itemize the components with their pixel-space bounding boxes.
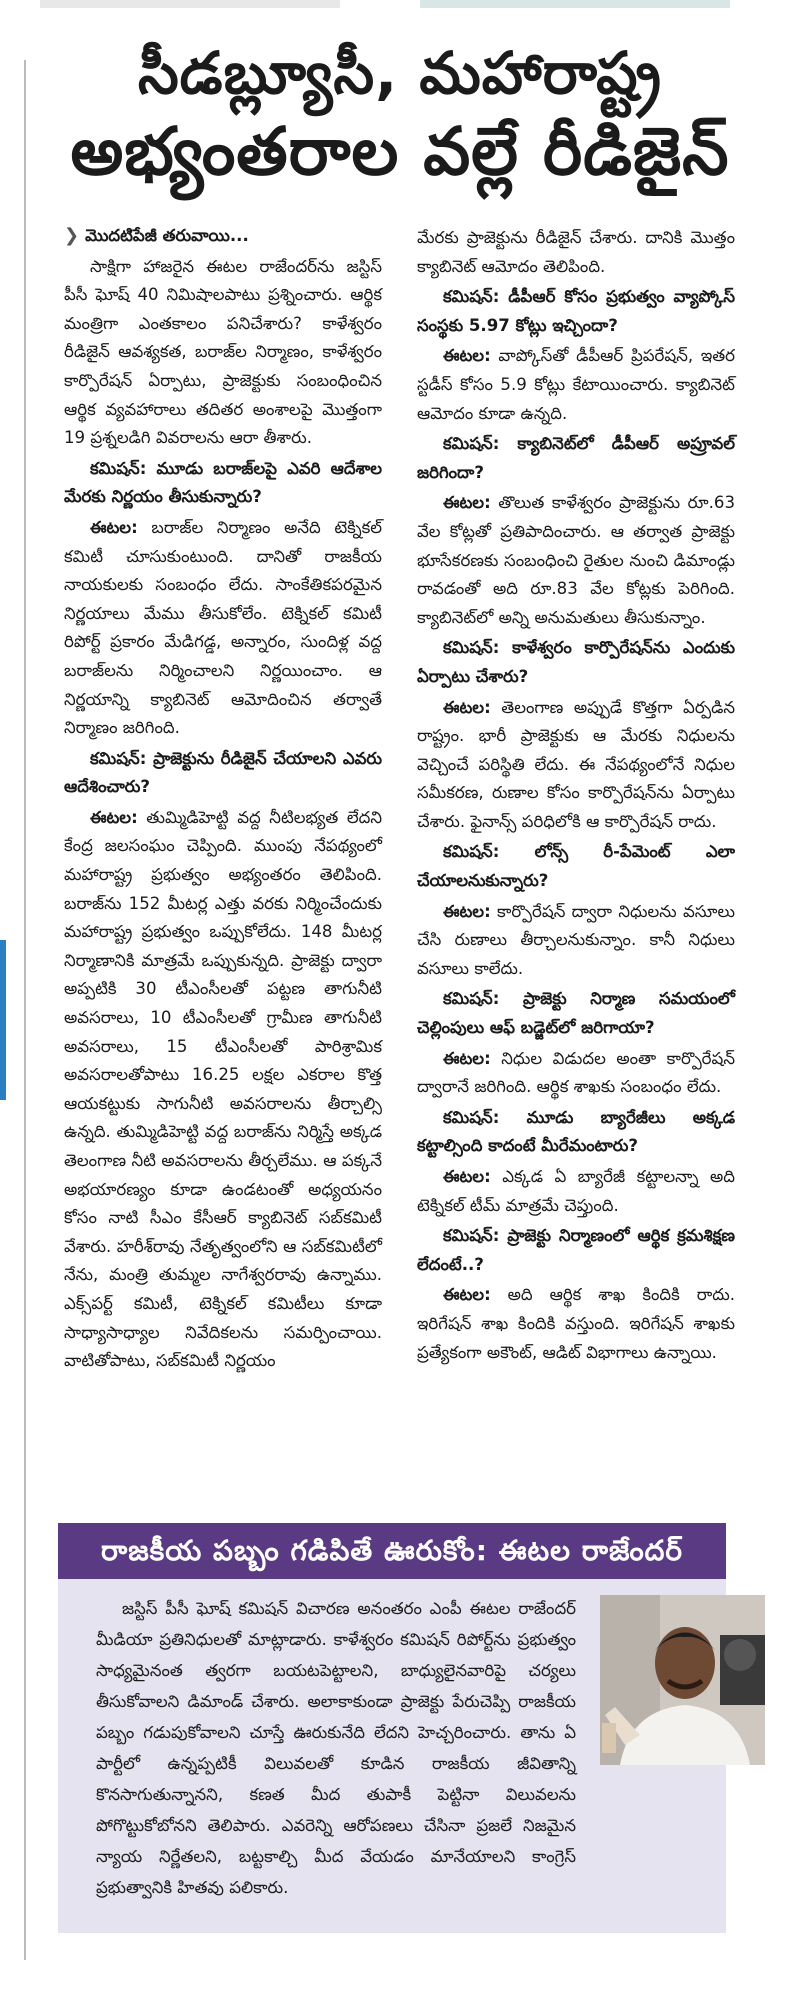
paragraph: [64, 253, 382, 453]
continuation-text: మొదటిపేజీ తరువాయి...: [85, 226, 249, 245]
question: [417, 838, 735, 895]
speaker-label: ఈటల:: [443, 697, 491, 717]
paragraph: [417, 224, 735, 281]
answer-text: నిధుల విడుదల అంతా కార్పొరేషన్ ద్వారానే జరిగింది. ఆర్థిక శాఖకు సంబంధం లేదు.: [417, 1048, 736, 1097]
answer: [417, 1281, 735, 1367]
answer: [417, 489, 735, 632]
question-text: ప్రాజెక్టు నిర్మాణ సమయంలో చెల్లింపులు ఆఫ్ బడ్జెట్‌లో జరిగాయా?: [417, 989, 735, 1038]
answer-text: ఎక్కడ ఏ బ్యారేజీ కట్టాలన్నా అది టెక్నికల్ టీమ్ మాత్రమే చెప్తుంది.: [417, 1167, 735, 1215]
question: [417, 1222, 735, 1279]
speaker-label: కమిషన్:: [90, 458, 147, 478]
question: [417, 634, 735, 691]
question: [417, 1104, 735, 1161]
paragraph-text: మేరకు ప్రాజెక్టును రీడిజైన్ చేశారు. దానికి మొత్తం క్యాబినెట్ ఆమోదం తెలిపింది.: [417, 228, 735, 276]
answer: [417, 694, 735, 837]
answer-text: తుమ్మిడిహెట్టి వద్ద నీటిలభ్యత లేదని కేంద్ర జలసంఘం చెప్పింది. ముంపు నేపథ్యంలో మహారాష్ట్ర ప్రభుత్వం అభ్యంతరం తెలిపింది. బరాజ్‌ను 152 మీటర్ల ఎత్తు వరకు నిర్మించేందుకు మహారాష్ట్ర ప్రభుత్వం ఒప్పుకోలేదు. 148 మీటర్ల నిర్మాణానికి మాత్రమే ఒప్పుకున్నది. ప్రాజెక్టు ద్వారా అప్పటికి 30 టీఎంసీలతో పట్టణ తాగునీటి అవసరాలు, 10 టీఎంసీలతో గ్రామీణ తాగునీటి అవసరాలు, 15 టీఎంసీలతో పారిశ్రామిక అవసరాలతోపాటు 16.25 లక్షల ఎకరాల కొత్త ఆయకట్టుకు సాగునీటి అవసరాలను తీర్చాల్సి ఉన్నది. తుమ్మిడిహెట్టి వద్ద బరాజ్‌ను నిర్మిస్తే అక్కడ తెలంగాణ నీటి అవసరాలను తీర్చలేము. ఆ పక్కనే అభయారణ్యం కూడా ఉండటంతో అధ్యయనం కోసం నాటి సీఎం కేసీఆర్ క్యాబినెట్ సబ్‌కమిటీ వేశారు. హరీశ్‌రావు నేతృత్వంలోని ఆ సబ్‌కమిటీలో నేను, మంత్రి తుమ్మల నాగేశ్వరరావు ఉన్నాము. ఎక్స్‌పర్ట్ కమిటీ, టెక్నికల్ కమిటీలు కూడా సాధ్యాసాధ్యాల నివేదికలను సమర్పించాయి. వాటితోపాటు, సబ్‌కమిటీ నిర్ణయం: [64, 807, 382, 1371]
sidebar-box: [58, 1523, 726, 1933]
headline-line-1: సీడబ్ల్యూసీ, మహారాష్ట్ర: [137, 39, 663, 107]
answer: [417, 1163, 735, 1220]
speaker-label: కమిషన్:: [90, 748, 147, 768]
answer: [417, 898, 735, 984]
question: [417, 283, 735, 340]
question-text: ప్రాజెక్టును రీడిజైన్ చేయాలని ఎవరు ఆదేశించారు?: [64, 748, 382, 797]
speaker-label: ఈటల:: [443, 1285, 491, 1305]
box-paragraph: జస్టిస్ పీసీ ఘోష్ కమిషన్ విచారణ అనంతరం ఎంపీ ఈటల రాజేందర్ మీడియా ప్రతినిధులతో మాట్లాడారు. కాళేశ్వరం కమిషన్ రిపోర్ట్‌ను ప్రభుత్వం సాధ్యమైనంత త్వరగా బయటపెట్టాలని, బాధ్యులైనవారిపై చర్యలు తీసుకోవాలని డిమాండ్ చేశారు. అలాకాకుండా ప్రాజెక్టు పేరుచెప్పి రాజకీయ పబ్బం గడుపుకోవాలని చూస్తే ఊరుకునేది లేదని హెచ్చరించారు. తాను ఏ పార్టీలో ఉన్నప్పటికీ విలువలతో కూడిన రాజకీయ జీవితాన్ని కొనసాగుతున్నానని, కణత మీద తుపాకీ పెట్టినా విలువలను పోగొట్టుకోబోనని తెలిపారు. ఎవరెన్ని ఆరోపణలు చేసినా ప్రజలే నిజమైన న్యాయ నిర్ణేతలని, బట్టకాల్చి మీద వేయడం మానేయాలని కాంగ్రెస్ ప్రభుత్వానికి హితవు పలికారు.: [96, 1599, 576, 1897]
headline-line-2: అభ్యంతరాల వల్లే రీడిజైన్: [70, 113, 730, 190]
speaker-label: ఈటల:: [443, 493, 491, 513]
speaker-label: కమిషన్:: [443, 1107, 500, 1127]
question-text: లోన్స్ రీ-పేమెంట్ ఎలా చేయాలనుకున్నారు?: [417, 842, 735, 891]
answer-text: బరాజ్‌ల నిర్మాణం అనేది టెక్నికల్ కమిటీ చూసుకుంటుంది. దానితో రాజకీయ నాయకులకు సంబంధం లేదు. సాంకేతికపరమైన నిర్ణయాలు మేము తీసుకోలేం. టెక్నికల్ కమిటీ రిపోర్ట్ ప్రకారం మేడిగడ్డ, అన్నారం, సుందిళ్ల వద్ద బరాజ్‌లను నిర్మించాలని నిర్ణయించాం. ఆ నిర్ణయాన్ని క్యాబినెట్ ఆమోదించిన తర్వాతే నిర్మాణం జరిగింది.: [64, 517, 382, 738]
box-title: రాజకీయ పబ్బం గడిపితే ఊరుకోం: ఈటల రాజేందర్: [58, 1523, 726, 1579]
question-text: డీపీఆర్ కోసం ప్రభుత్వం వ్యాప్కోస్ సంస్థకు 5.97 కోట్లు ఇచ్చిందా?: [417, 287, 735, 335]
speaker-label: ఈటల:: [443, 346, 491, 366]
question-text: క్యాబినెట్‌లో డీపీఆర్ అప్రూవల్ జరిగిందా?: [417, 434, 735, 482]
right-column: [417, 224, 735, 1369]
question-text: మూడు బరాజ్‌లపై ఎవరి ఆదేశాల మేరకు నిర్ణయం తీసుకున్నారు?: [64, 458, 382, 507]
top-strip-left: [40, 0, 340, 8]
speaker-label: కమిషన్:: [443, 842, 500, 862]
speaker-label: కమిషన్:: [443, 1226, 500, 1246]
answer: [417, 1045, 735, 1102]
speaker-label: కమిషన్:: [443, 638, 500, 658]
answer-text: వాప్కోస్‌తో డీపీఆర్ ప్రిపరేషన్, ఇతర స్టడీస్ కోసం 5.9 కోట్లు కేటాయించారు. క్యాబినెట్ ఆమోదం కూడా ఉన్నది.: [417, 346, 735, 423]
paragraph-text: సాక్షిగా హాజరైన ఈటల రాజేందర్‌ను జస్టిస్ పీసీ ఘోష్ 40 నిమిషాలపాటు ప్రశ్నించారు. ఆర్థిక మంత్రిగా ఎంతకాలం పనిచేశారు? కాళేశ్వరం రీడిజైన్ ఆవశ్యకత, బరాజ్‌ల నిర్మాణం, కాళేశ్వరం కార్పొరేషన్ ఏర్పాటు, ప్రాజెక్టుకు సంబంధించిన ఆర్థిక వ్యవహారాలు తదితర అంశాలపై మొత్తంగా 19 ప్రశ్నలడిగి వివరాలను ఆరా తీశారు.: [64, 256, 382, 448]
question: [417, 430, 735, 487]
answer: [64, 514, 382, 743]
speaker-label: ఈటల:: [90, 517, 138, 537]
arrow-icon: ❯: [64, 225, 80, 246]
question: [64, 455, 382, 512]
speaker-label: ఈటల:: [443, 1167, 491, 1186]
answer-text: తెలంగాణ అప్పుడే కొత్తగా ఏర్పడిన రాష్ట్రం. భారీ ప్రాజెక్టుకు ఆ మేరకు నిధులను వెచ్చించే పరిస్థితి లేదు. ఈ నేపథ్యంలోనే నిధుల సమీకరణ, రుణాల కోసం కార్పొరేషన్‌ను ఏర్పాటు చేశారు. ఫైనాన్స్ పరిధిలోకి ఆ కార్పొరేషన్ రాదు.: [417, 697, 735, 831]
column-divider: [24, 60, 26, 1960]
answer: [64, 804, 382, 1376]
answer-text: అది ఆర్థిక శాఖ కిందికి రాదు. ఇరిగేషన్ శాఖ కిందికి వస్తుంది. ఇరిగేషన్ శాఖకు ప్రత్యేకంగా అకౌంట్, ఆడిట్ విభాగాలు ఉన్నాయి.: [417, 1285, 735, 1362]
question: [417, 985, 735, 1042]
answer-text: కార్పొరేషన్ ద్వారా నిధులను వసూలు చేసి రుణాలు తీర్చాలనుకున్నాం. కానీ నిధులు వసూలు కాలేదు.: [417, 901, 735, 978]
answer: [417, 342, 735, 428]
speaker-label: ఈటల:: [443, 901, 491, 921]
speaker-label: కమిషన్:: [443, 434, 500, 454]
left-column: [64, 222, 382, 1378]
adjacent-blue-bar: [0, 940, 6, 1100]
headline: [60, 40, 740, 204]
top-strip-right: [420, 0, 730, 8]
box-text: [96, 1593, 736, 1903]
question-text: ప్రాజెక్టు నిర్మాణంలో ఆర్థిక క్రమశిక్షణ లేదంటే..?: [417, 1226, 735, 1274]
answer-text: తొలుత కాళేశ్వరం ప్రాజెక్టును రూ.63 వేల కోట్లతో ప్రతిపాదించారు. ఆ తర్వాత ప్రాజెక్టు భూసేకరణకు సంబంధించి రైతుల నుంచి డిమాండ్లు రావడంతో అది రూ.83 వేల కోట్లకు పెరిగింది. క్యాబినెట్‌లో అన్ని అనుమతులు తీసుకున్నాం.: [417, 493, 735, 627]
question: [64, 745, 382, 802]
question-text: మూడు బ్యారేజీలు అక్కడ కట్టాల్సింది కాదంటే మీరేమంటారు?: [417, 1107, 736, 1156]
speaker-label: కమిషన్:: [443, 989, 500, 1009]
speaker-label: ఈటల:: [443, 1048, 491, 1068]
question-text: కాళేశ్వరం కార్పొరేషన్‌ను ఎందుకు ఏర్పాటు చేశారు?: [417, 638, 735, 686]
speaker-label: కమిషన్:: [443, 287, 500, 307]
adjacent-column-edge: [0, 0, 30, 1990]
continuation-note: [64, 222, 382, 251]
speaker-label: ఈటల:: [90, 807, 138, 827]
